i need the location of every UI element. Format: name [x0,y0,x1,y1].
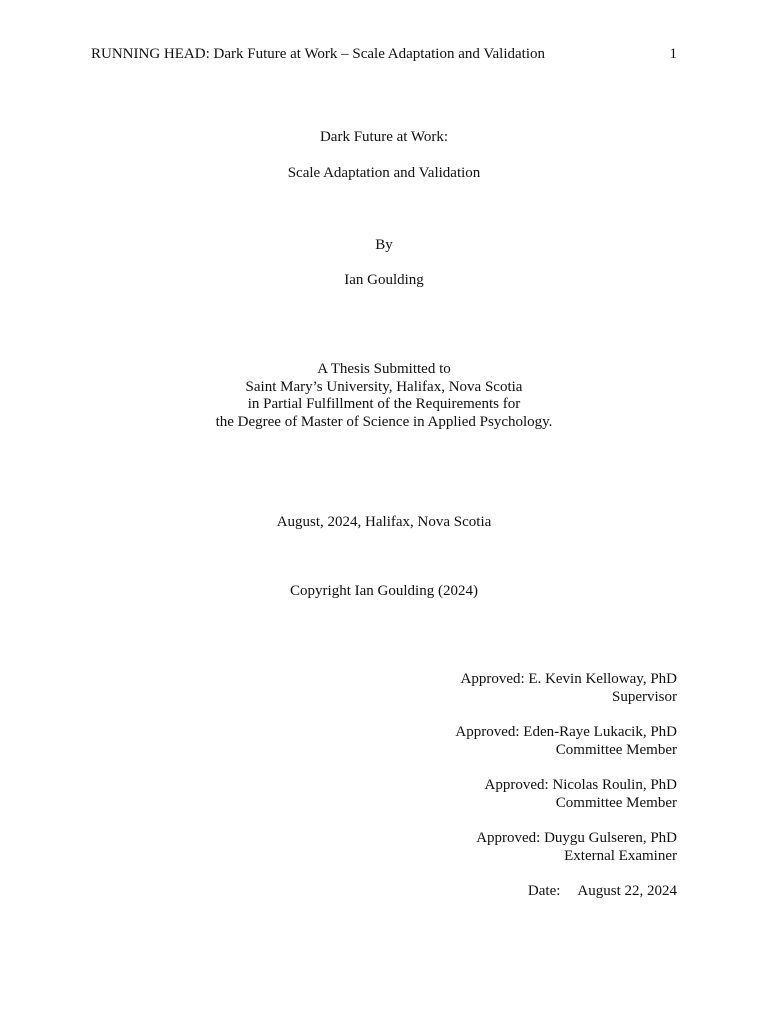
approver-name: Approved: Duygu Gulseren, PhD [476,830,677,846]
submission-line: A Thesis Submitted to [317,361,451,377]
approver-role: Supervisor [612,688,677,705]
approver-name: Approved: Eden-Raye Lukacik, PhD [455,724,677,740]
approver-name: Approved: Nicolas Roulin, PhD [484,777,677,793]
submission-line: in Partial Fulfillment of the Requirements for [247,396,521,412]
submission-line: the Degree of Master of Science in Applied Psychology. [215,413,553,430]
date-value: August 22, 2024 [577,883,677,899]
approver-role: Committee Member [555,794,677,811]
approver-role: External Examiner [564,847,677,864]
running-head: RUNNING HEAD: Dark Future at Work – Scale Adaptation and Validation [91,46,545,62]
title-line-2: Scale Adaptation and Validation [287,165,481,181]
date-place: August, 2024, Halifax, Nova Scotia [276,514,492,530]
approval-date [455,883,677,901]
copyright-notice: Copyright Ian Goulding (2024) [290,583,478,599]
approval-entry [455,724,677,759]
approver-name: Approved: E. Kevin Kelloway, PhD [460,671,677,687]
approval-entry [455,777,677,812]
approvals-block [455,671,677,901]
title-line-1: Dark Future at Work: [319,129,449,145]
approval-entry [455,830,677,865]
page-number: 1 [669,46,677,62]
by-label: By [375,237,393,253]
submission-block [0,361,768,431]
date-label: Date: [527,883,561,899]
submission-line: Saint Mary’s University, Halifax, Nova Scotia [245,378,523,395]
author-name: Ian Goulding [344,272,424,288]
approval-entry [455,671,677,706]
approver-role: Committee Member [555,741,677,758]
